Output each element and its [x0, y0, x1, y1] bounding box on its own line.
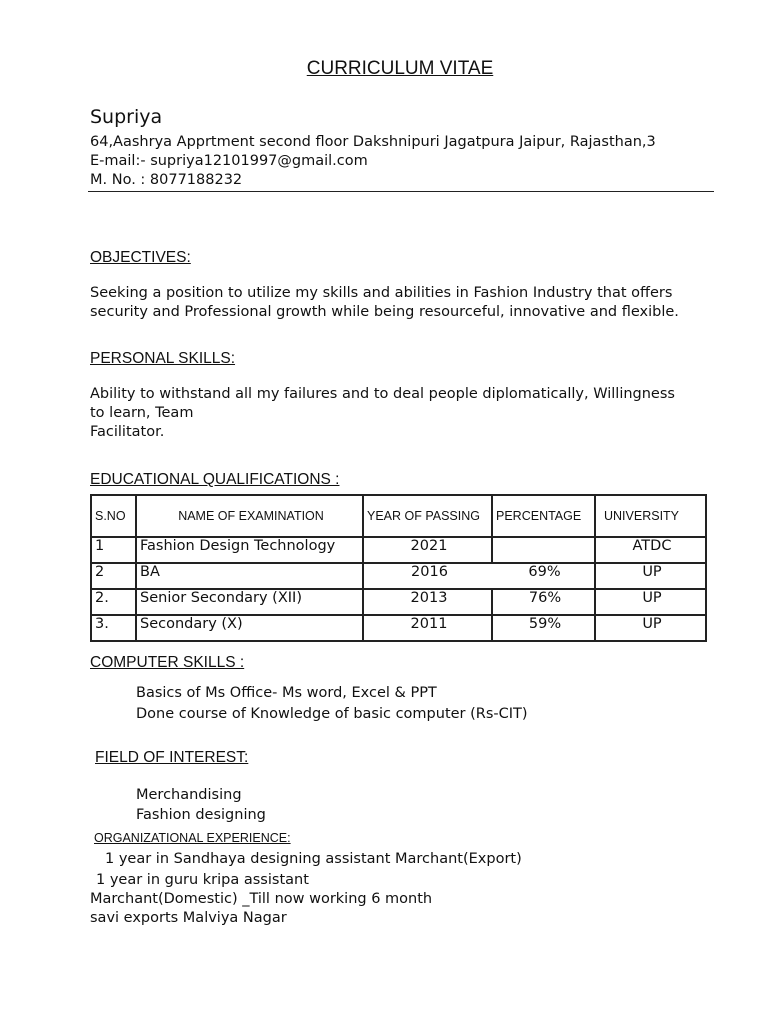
interest-item: Merchandising — [136, 787, 242, 803]
column-header-percentage: PERCENTAGE — [492, 495, 595, 537]
computer-skill-item: Basics of Ms Office- Ms word, Excel & PPT — [136, 685, 437, 701]
cell-exam: Senior Secondary (XII) — [136, 589, 363, 615]
table-row — [91, 589, 706, 615]
field-of-interest-heading: FIELD OF INTEREST: — [95, 749, 249, 766]
cell-year: 2021 — [363, 537, 492, 563]
cell-exam: Fashion Design Technology — [136, 537, 363, 563]
cell-sno: 1 — [91, 537, 136, 563]
experience-heading: ORGANIZATIONAL EXPERIENCE: — [94, 831, 291, 845]
column-header-university: UNIVERSITY — [595, 495, 706, 537]
personal-skills-line-2: to learn, Team — [90, 405, 194, 421]
cell-percentage: 76% — [492, 589, 595, 615]
personal-skills-heading: PERSONAL SKILLS: — [90, 350, 236, 367]
column-header-exam: NAME OF EXAMINATION — [136, 495, 363, 537]
objectives-heading: OBJECTIVES: — [90, 249, 191, 266]
cell-percentage: 59% — [492, 615, 595, 641]
cell-year: 2016 — [363, 563, 492, 589]
column-header-year: YEAR OF PASSING — [363, 495, 492, 537]
education-table — [90, 494, 707, 642]
experience-line-4: savi exports Malviya Nagar — [90, 910, 287, 926]
cell-university: UP — [595, 615, 706, 641]
personal-skills-line-1: Ability to withstand all my failures and to deal people diplomatically, Willingness — [90, 386, 675, 402]
experience-line-2: 1 year in guru kripa assistant — [96, 872, 309, 888]
interest-item: Fashion designing — [136, 807, 266, 823]
cell-sno: 2 — [91, 563, 136, 589]
email-line: E-mail:- supriya12101997@gmail.com — [90, 153, 368, 169]
cell-percentage — [492, 537, 595, 563]
address-line: 64,Aashrya Apprtment second floor Dakshnipuri Jagatpura Jaipur, Rajasthan,3 — [90, 134, 656, 150]
personal-skills-line-3: Facilitator. — [90, 424, 165, 440]
column-header-sno: S.NO — [91, 495, 136, 537]
cell-university: UP — [595, 563, 706, 589]
table-row — [91, 563, 706, 589]
table-row — [91, 615, 706, 641]
cell-university: ATDC — [595, 537, 706, 563]
cell-exam: Secondary (X) — [136, 615, 363, 641]
experience-line-1: 1 year in Sandhaya designing assistant Marchant(Export) — [105, 851, 522, 867]
mobile-line: M. No. : 8077188232 — [90, 172, 243, 188]
education-heading: EDUCATIONAL QUALIFICATIONS : — [90, 471, 340, 488]
computer-skills-heading: COMPUTER SKILLS : — [90, 654, 245, 671]
cell-year: 2011 — [363, 615, 492, 641]
cell-percentage: 69% — [492, 563, 595, 589]
table-header-row — [91, 495, 706, 537]
objectives-text: Seeking a position to utilize my skills and abilities in Fashion Industry that offers security and Professional growth while being resourceful, innovative and flexible. — [90, 285, 679, 320]
header-divider — [88, 191, 714, 192]
document-title: CURRICULUM VITAE — [306, 58, 494, 79]
cell-year: 2013 — [363, 589, 492, 615]
table-row — [91, 537, 706, 563]
experience-line-3: Marchant(Domestic) _Till now working 6 month — [90, 891, 433, 907]
cell-university: UP — [595, 589, 706, 615]
cell-sno: 2. — [91, 589, 136, 615]
computer-skill-item: Done course of Knowledge of basic computer (Rs-CIT) — [136, 706, 528, 722]
candidate-name: Supriya — [90, 106, 163, 128]
cell-sno: 3. — [91, 615, 136, 641]
cell-exam: BA — [136, 563, 363, 589]
